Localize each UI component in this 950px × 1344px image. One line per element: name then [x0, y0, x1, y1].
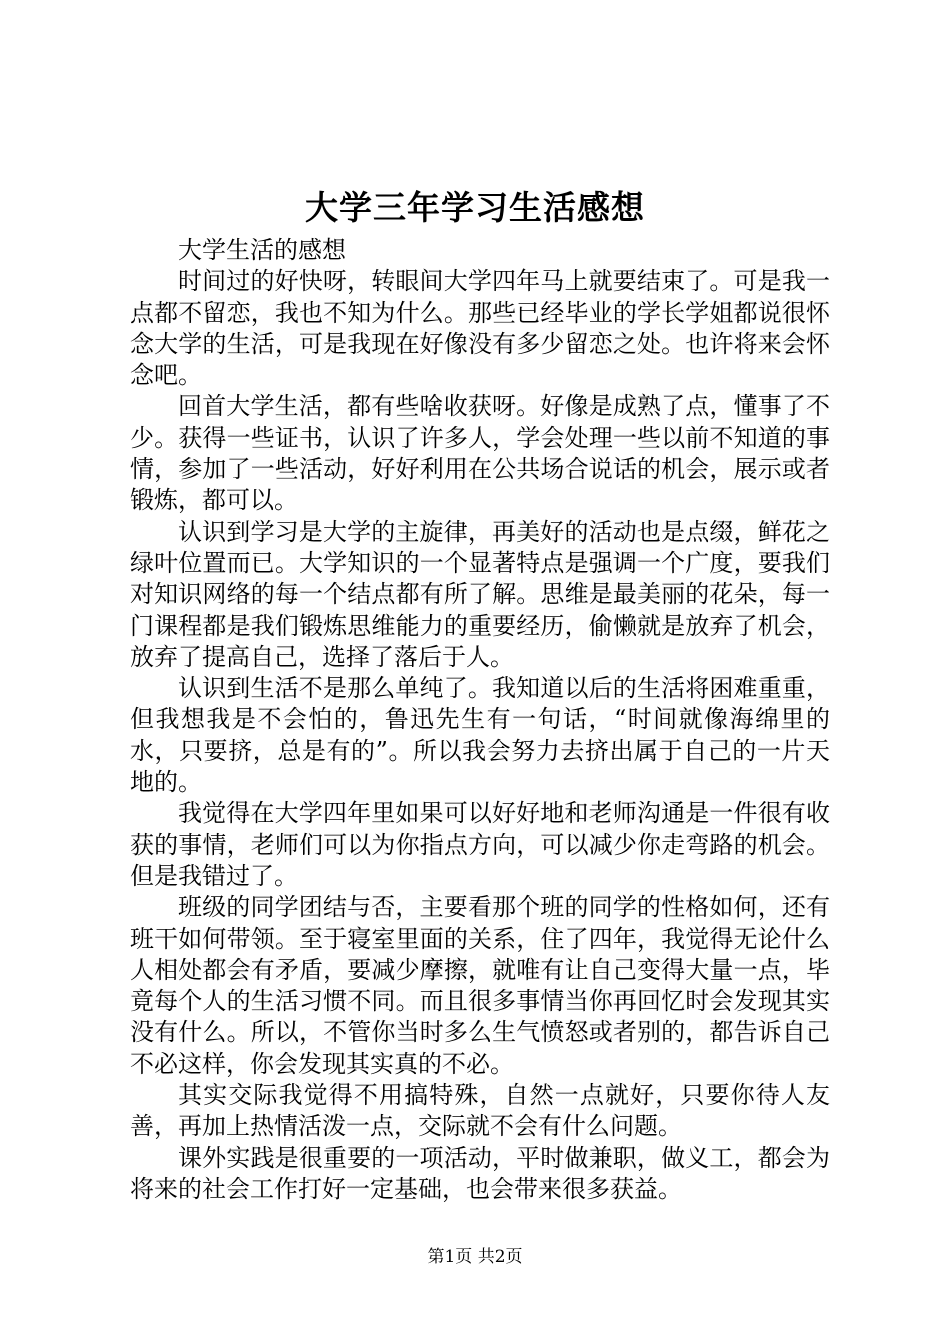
paragraph: 认识到学习是大学的主旋律，再美好的活动也是点缀，鲜花之绿叶位置而已。大学知识的一个显著特点是强调一个广度，要我们对知识网络的每一个结点都有所了解。思维是最美丽的花朵，每一门课程都是我们锻炼思维能力的重要经历，偷懒就是放弃了机会，放弃了提高自己，选择了落后于人。 [130, 517, 830, 671]
paragraph: 回首大学生活，都有些啥收获呀。好像是成熟了点，懂事了不少。获得一些证书，认识了许多人，学会处理一些以前不知道的事情，参加了一些活动，好好利用在公共场合说话的机会，展示或者锻炼，都可以。 [130, 392, 830, 515]
paragraph: 班级的同学团结与否，主要看那个班的同学的性格如何，还有班干如何带领。至于寝室里面的关系，住了四年，我觉得无论什么人相处都会有矛盾，要减少摩擦，就唯有让自己变得大量一点，毕竟每个人的生活习惯不同。而且很多事情当你再回忆时会发现其实没有什么。所以，不管你当时多么生气愤怒或者别的，都告诉自己不必这样，你会发现其实真的不必。 [130, 893, 830, 1078]
page-number-footer: 第1页 共2页 [427, 1247, 523, 1267]
paragraph: 时间过的好快呀，转眼间大学四年马上就要结束了。可是我一点都不留恋，我也不知为什么。那些已经毕业的学长学姐都说很怀念大学的生活，可是我现在好像没有多少留恋之处。也许将来会怀念吧。 [130, 267, 830, 390]
document-body [130, 235, 830, 1205]
paragraph: 大学生活的感想 [178, 236, 346, 264]
paragraph: 我觉得在大学四年里如果可以好好地和老师沟通是一件很有收获的事情，老师们可以为你指点方向，可以减少你走弯路的机会。但是我错过了。 [130, 799, 830, 890]
paragraph: 课外实践是很重要的一项活动，平时做兼职，做义工，都会为将来的社会工作打好一定基础，也会带来很多获益。 [130, 1143, 830, 1203]
paragraph: 认识到生活不是那么单纯了。我知道以后的生活将困难重重，但我想我是不会怕的，鲁迅先生有一句话，“时间就像海绵里的水，只要挤，总是有的”。所以我会努力去挤出属于自己的一片天地的。 [130, 674, 830, 797]
document-title: 大学三年学习生活感想 [305, 188, 645, 227]
paragraph: 其实交际我觉得不用搞特殊，自然一点就好，只要你待人友善，再加上热情活泼一点，交际就不会有什么问题。 [130, 1081, 830, 1141]
